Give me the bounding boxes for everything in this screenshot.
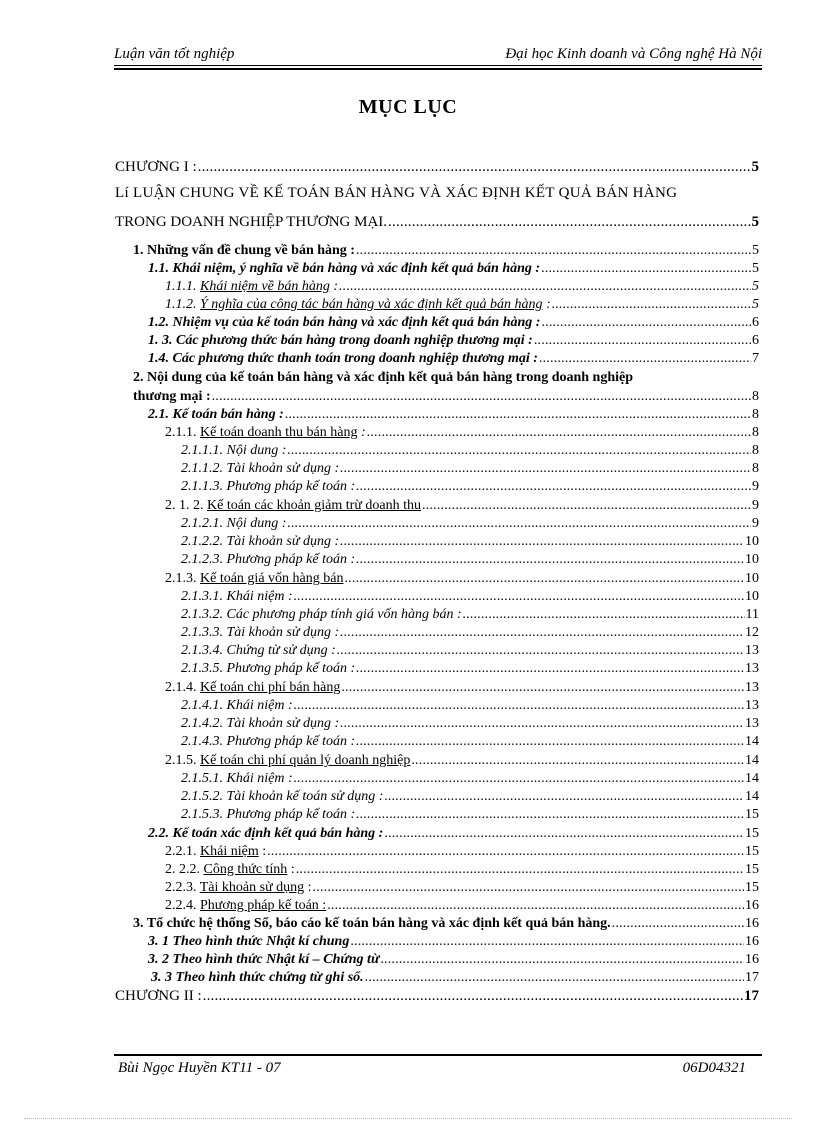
toc-entry-text: 2.1.3.4. Chứng từ sử dụng : (181, 643, 336, 658)
toc-page-number: 10 (745, 571, 759, 586)
dot-leader (422, 497, 751, 515)
toc-section-2-1-2[interactable] (115, 497, 759, 515)
header-university: Đại học Kinh doanh và Công nghệ Hà Nội (505, 46, 762, 62)
toc-section-2-1-4-2[interactable] (115, 715, 759, 733)
toc-section-2-2-2[interactable] (115, 861, 759, 879)
toc-page-number: 9 (752, 479, 759, 494)
dot-leader (267, 843, 744, 861)
toc-entry-number: 2.1.4. (165, 680, 197, 695)
toc-entry-number: 1.1.1. (165, 279, 197, 294)
toc-page-number: 11 (745, 607, 759, 622)
toc-page-number: 17 (745, 970, 759, 985)
toc-section-2-1-1[interactable] (115, 424, 759, 442)
toc-section-2-1-1-2[interactable] (115, 460, 759, 478)
toc-entry-text: 2.1.5.3. Phương pháp kế toán : (181, 807, 356, 822)
toc-page-number: 17 (744, 988, 759, 1004)
toc-section-2-1-3-4[interactable] (115, 642, 759, 660)
toc-page-number: 5 (752, 243, 759, 258)
toc-entry-text: 2.1.1.3. Phương pháp kế toán : (181, 479, 356, 494)
dot-leader (294, 588, 744, 606)
toc-page-number: 14 (745, 753, 759, 768)
page-title: MỤC LỤC (358, 96, 458, 118)
toc-entry-text: CHƯƠNG II : (115, 988, 202, 1004)
toc-section-2-1-4-3[interactable] (115, 733, 759, 751)
toc-section-2-1-1-3[interactable] (115, 478, 759, 496)
toc-entry-suffix: : (287, 862, 295, 877)
dot-leader (340, 715, 744, 733)
toc-page-number: 13 (745, 716, 759, 731)
toc-entry-number: 2. 1. 2. (165, 498, 204, 513)
toc-section-2-1-5-1[interactable] (115, 770, 759, 788)
toc-page-number: 16 (745, 934, 759, 949)
toc-page-number: 5 (751, 214, 759, 230)
toc-entry-text: 2.1.4.1. Khái niệm : (181, 698, 293, 713)
toc-section-2-1[interactable] (115, 406, 759, 424)
toc-entry-text: 2.1. Kế toán bán hàng : (148, 407, 284, 422)
toc-section-1-1-2[interactable] (115, 296, 759, 314)
toc-section-2-2-1[interactable] (115, 843, 759, 861)
toc-section-3[interactable] (115, 915, 759, 933)
dot-leader (384, 788, 744, 806)
toc-page-number: 16 (745, 898, 759, 913)
toc-entry-text: 2.1.4.2. Tài khoản sử dụng : (181, 716, 340, 731)
dot-leader (350, 933, 744, 951)
dot-leader (534, 332, 751, 350)
toc-entry-number: 2.1.5. (165, 753, 197, 768)
dot-leader (541, 314, 751, 332)
dot-leader (294, 697, 744, 715)
dot-leader (296, 861, 744, 879)
footer-author: Bùi Ngọc Huyền KT11 - 07 (118, 1060, 281, 1076)
toc-entry-text: Kế toán chi phí bán hàng (200, 680, 341, 695)
toc-entry-text: 2.1.3.3. Tài khoản sử dụng : (181, 625, 340, 640)
toc-section-1-1[interactable] (115, 260, 759, 278)
dot-leader (339, 278, 751, 296)
toc-page-number: 14 (745, 771, 759, 786)
toc-page-number: 9 (752, 516, 759, 531)
toc-entry-number: 2.2.1. (165, 844, 197, 859)
toc-entry-text: Tài khoản sử dụng (199, 880, 305, 895)
toc-entry-suffix: : (333, 279, 339, 294)
toc-page-number: 7 (752, 351, 759, 366)
dot-leader (285, 406, 751, 424)
toc-page-number: 15 (745, 826, 759, 841)
toc-section-3-1[interactable] (115, 933, 759, 951)
toc-entry-number: 2.1.3. (165, 571, 197, 586)
toc-entry-suffix: : (304, 880, 312, 895)
toc-chapter-1-title-line2[interactable] (115, 212, 759, 232)
toc-entry-number: 2. 2.2. (165, 862, 200, 877)
toc-section-1[interactable] (115, 242, 759, 260)
toc-section-1-2[interactable] (115, 314, 759, 332)
toc-entry-text: Phương pháp kế toán : (200, 898, 327, 913)
toc-entry-text: 3. 2 Theo hình thức Nhật kí – Chứng từ (148, 952, 380, 967)
toc-entry-text: 2.1.2.2. Tài khoản sử dụng : (181, 534, 340, 549)
toc-page-number: 12 (745, 625, 759, 640)
toc-section-3-2[interactable] (115, 951, 759, 969)
toc-entry-text: 1.4. Các phương thức thanh toán trong doanh nghiệp thương mại : (148, 351, 538, 366)
dot-leader (384, 825, 744, 843)
dot-leader (539, 350, 751, 368)
dot-leader (212, 388, 751, 406)
toc-page-number: 10 (745, 534, 759, 549)
toc-entry-text: 3. 1 Theo hình thức Nhật kí chung (148, 934, 350, 949)
toc-page-number: 8 (752, 389, 759, 404)
dot-leader (552, 296, 751, 314)
dot-leader (340, 533, 744, 551)
header-rule-thin (114, 65, 762, 66)
toc-section-2-2-3[interactable] (115, 879, 759, 897)
toc-chapter-1-title-line1[interactable]: Lí LUẬN CHUNG VỀ KẾ TOÁN BÁN HÀNG VÀ XÁC ĐỊNH KẾT QUẢ BÁN HÀNG (115, 185, 678, 201)
toc-entry-text: Kế toán doanh thu bán hàng (200, 425, 358, 440)
toc-entry-text: 2.1.5.1. Khái niệm : (181, 771, 293, 786)
dot-leader (294, 770, 744, 788)
toc-entry-number: 2.1.1. (165, 425, 197, 440)
dot-leader (287, 442, 751, 460)
toc-entry-text: 3. 3 Theo hình thức chứng từ ghi sổ. (151, 970, 364, 985)
dot-leader (340, 460, 751, 478)
toc-section-2-1-3-1[interactable] (115, 588, 759, 606)
toc-entry-text: 2.1.3.5. Phương pháp kế toán : (181, 661, 356, 676)
toc-entry-suffix: : (546, 297, 551, 312)
toc-section-1-3[interactable] (115, 332, 759, 350)
toc-entry-text: TRONG DOANH NGHIỆP THƯƠNG MẠI. (115, 214, 388, 230)
toc-section-2-line2[interactable] (115, 388, 759, 406)
toc-section-1-1-1[interactable] (115, 278, 759, 296)
toc-page-number: 14 (745, 734, 759, 749)
toc-page-number: 8 (752, 407, 759, 422)
toc-entry-text: 2.1.5.2. Tài khoản kế toán sử dụng : (181, 789, 384, 804)
dot-leader (411, 752, 744, 770)
toc-entry-text: Khái niệm (200, 844, 259, 859)
toc-entry-text: 2.1.3.2. Các phương pháp tính giá vốn hàng bán : (181, 607, 462, 622)
toc-page-number: 8 (752, 461, 759, 476)
dot-leader (367, 424, 751, 442)
toc-section-2-1-5-3[interactable] (115, 806, 759, 824)
dot-leader (198, 157, 751, 177)
dot-leader (356, 478, 751, 496)
toc-page-number: 10 (745, 589, 759, 604)
dot-leader (356, 806, 744, 824)
page-edge-dots (24, 1118, 792, 1119)
dot-leader (203, 986, 743, 1006)
dot-leader (340, 624, 744, 642)
toc-page-number: 15 (745, 807, 759, 822)
toc-entry-text: Kế toán chi phí quản lý doanh nghiệp (200, 753, 411, 768)
toc-page-number: 5 (751, 159, 759, 175)
toc-section-2-1-3-3[interactable] (115, 624, 759, 642)
dot-leader (388, 212, 750, 232)
toc-section-2-1-5[interactable] (115, 752, 759, 770)
toc-page-number: 13 (745, 643, 759, 658)
dot-leader (341, 679, 744, 697)
toc-section-2-2-4[interactable] (115, 897, 759, 915)
toc-entry-suffix: : (258, 844, 267, 859)
dot-leader (380, 951, 744, 969)
toc-entry-number: 1.1.2. (165, 297, 197, 312)
toc-entry-text: Kế toán giá vốn hàng bán (200, 571, 344, 586)
dot-leader (356, 733, 744, 751)
toc-page-number: 5 (752, 261, 759, 276)
toc-section-2-1-2-1[interactable] (115, 515, 759, 533)
toc-section-2-1-3-2[interactable] (115, 606, 759, 624)
toc-entry-text: 1.2. Nhiệm vụ của kế toán bán hàng và xác định kết quả bán hàng : (148, 315, 541, 330)
page-header (114, 46, 762, 66)
toc-section-2-1-4-1[interactable] (115, 697, 759, 715)
toc-entry-text: 1. Những vấn đề chung về bán hàng : (133, 243, 355, 258)
toc-entry-text: 2.1.1.1. Nội dung : (181, 443, 287, 458)
dot-leader (356, 242, 751, 260)
dot-leader (287, 515, 751, 533)
toc-entry-text: 2.1.4.3. Phương pháp kế toán : (181, 734, 356, 749)
toc-page-number: 13 (745, 680, 759, 695)
dot-leader (463, 606, 745, 624)
toc-entry-text: 2.1.1.2. Tài khoản sử dụng : (181, 461, 340, 476)
toc-page-number: 5 (752, 279, 759, 294)
toc-section-2-2[interactable] (115, 825, 759, 843)
toc-page-number: 16 (745, 952, 759, 967)
toc-entry-suffix: : (357, 425, 366, 440)
toc-page-number: 8 (752, 425, 759, 440)
dot-leader (365, 969, 744, 987)
header-rule-thick (114, 68, 762, 70)
toc-page-number: 6 (752, 333, 759, 348)
toc-page-number: 16 (745, 916, 759, 931)
toc-page-number: 9 (752, 498, 759, 513)
toc-section-2-1-3[interactable] (115, 570, 759, 588)
toc-entry-text: thương mại : (133, 389, 211, 404)
toc-entry-text: 3. Tổ chức hệ thống Sổ, báo cáo kế toán bán hàng và xác định kết quả bán hàng. (133, 916, 611, 931)
toc-section-2-1-1-1[interactable] (115, 442, 759, 460)
footer-rule (114, 1054, 762, 1056)
toc-page-number: 13 (745, 698, 759, 713)
toc-entry-text: Ý nghĩa của công tác bán hàng và xác định kết quả bán hàng (200, 297, 543, 312)
toc-entry-text: Công thức tính (203, 862, 288, 877)
toc-section-2-1-5-2[interactable] (115, 788, 759, 806)
toc-entry-text: 2.1.2.3. Phương pháp kế toán : (181, 552, 356, 567)
dot-leader (313, 879, 744, 897)
dot-leader (612, 915, 744, 933)
toc-section-3-3[interactable] (115, 969, 759, 987)
dot-leader (344, 570, 744, 588)
dot-leader (356, 660, 744, 678)
toc-page-number: 8 (752, 443, 759, 458)
toc-page-number: 10 (745, 552, 759, 567)
dot-leader (327, 897, 744, 915)
toc-section-2-line1[interactable]: 2. Nội dung của kế toán bán hàng và xác định kết quả bán hàng trong doanh nghiệp (133, 370, 634, 385)
toc-page-number: 6 (752, 315, 759, 330)
toc-section-2-1-2-3[interactable] (115, 551, 759, 569)
toc-page-number: 15 (745, 844, 759, 859)
toc-entry-text: 2.1.2.1. Nội dung : (181, 516, 287, 531)
toc-section-2-1-2-2[interactable] (115, 533, 759, 551)
toc-page-number: 15 (745, 862, 759, 877)
toc-section-2-1-4[interactable] (115, 679, 759, 697)
toc-page-number: 14 (745, 789, 759, 804)
toc-entry-text: 1. 3. Các phương thức bán hàng trong doanh nghiệp thương mại : (148, 333, 533, 348)
toc-section-2-1-3-5[interactable] (115, 660, 759, 678)
header-thesis-label: Luận văn tốt nghiệp (114, 46, 235, 62)
toc-page-number: 13 (745, 661, 759, 676)
toc-page-number: 15 (745, 880, 759, 895)
toc-entry-text: 2.1.3.1. Khái niệm : (181, 589, 293, 604)
toc-entry-text: Kế toán các khoản giảm trừ doanh thu (207, 498, 422, 513)
footer-student-id: 06D04321 (682, 1060, 746, 1076)
toc-chapter-2[interactable] (115, 986, 759, 1006)
toc-entry-number: 2.2.4. (165, 898, 197, 913)
dot-leader (337, 642, 744, 660)
toc-entry-number: 2.2.3. (165, 880, 197, 895)
toc-entry-text: 1.1. Khái niệm, ý nghĩa về bán hàng và xác định kết quả bán hàng : (148, 261, 541, 276)
toc-page-number: 5 (752, 297, 759, 312)
toc-chapter-1[interactable] (115, 157, 759, 177)
dot-leader (356, 551, 744, 569)
toc-section-1-4[interactable] (115, 350, 759, 368)
toc-entry-text: Khái niệm về bán hàng (200, 279, 330, 294)
dot-leader (541, 260, 751, 278)
toc-entry-text: CHƯƠNG I : (115, 159, 197, 175)
toc-entry-text: 2.2. Kế toán xác định kết quả bán hàng : (148, 826, 384, 841)
